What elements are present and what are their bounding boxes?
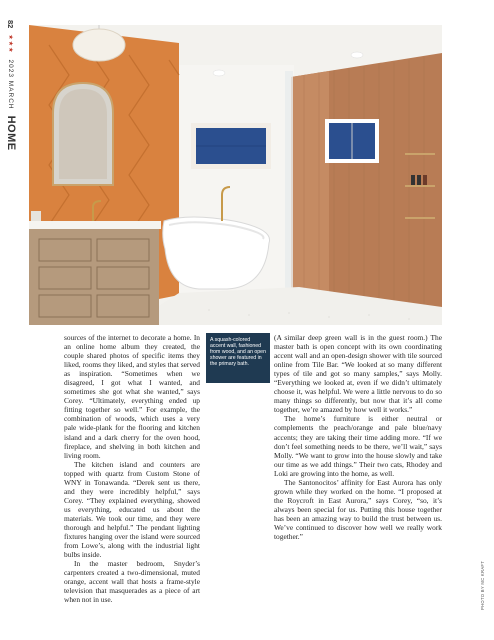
stars-ornament: ★★★ bbox=[7, 34, 14, 54]
article-paragraph: The Santonocitos’ affinity for East Aurora has only grown while they worked on the home. “I proposed at the Roycroft in East Aurora,” says Corey, “so, it’s always been special for us. Putting this house together has been an amazing way to build the trust between us. We’ve continued to discover how well we really work together.” bbox=[274, 477, 442, 542]
issue-date: 2023 MARCH bbox=[7, 59, 15, 110]
photo-credit bbox=[480, 530, 488, 610]
article-paragraph: In the master bedroom, Snyder’s carpenters created a two-dimensional, muted orange, accent wall that hosts a frame-style television that masquerades as a piece of art when not in use. bbox=[64, 559, 200, 605]
article-paragraph: The kitchen island and counters are topped with quartz from Custom Stone of WNY in Tonawanda. “Derek sent us there, and they were incredibly helpful,” says Corey. “They explained everything, showed us everything, educated us about the materials. We took our time, and they were thorough and helpful.” The pendant lighting fixtures hanging over the island were sourced from Lowe’s, along with the industrial light bulbs inside. bbox=[64, 459, 200, 560]
running-header bbox=[3, 20, 19, 170]
article-column-left bbox=[64, 333, 200, 604]
article-paragraph: The home’s furniture is either neutral or complements the peach/orange and pale blue/navy accents; they are taking their time adding more. “If we don’t feel something needs to be there, we’ll wait,” says Molly. “We want to grow into the house slowly and take our time as we add things.” Their two cats, Rhodey and Loki are growing into the home, as well. bbox=[274, 414, 442, 478]
photo-credit-text: PHOTO BY MC KRAFT bbox=[480, 560, 485, 610]
page-number: 82 bbox=[6, 20, 16, 29]
article-paragraph: sources of the internet to decorate a home. In an online home album they created, the couple shared photos of specific items they liked, rooms they liked, and styles that served as inspiration. “Sometimes when we disagreed, I got what I wanted, and sometimes she got what she wanted,” says Corey. “Ultimately, everything ended up fitting together so well.” For example, the combination of woods, which uses a very pale wide-plank for the flooring and kitchen island and a dark cherry for the oven hood, fireplace, and shelving in both kitchen and living room. bbox=[64, 333, 200, 460]
photo-caption: A squash-colored accent wall, fashioned from wood, and an open shower are featured in the primary bath. bbox=[206, 333, 270, 383]
article-paragraph: (A similar deep green wall is in the guest room.) The master bath is open concept with its own coordinating accent wall and an open-design shower with tile sourced online from Tile Bar. “We looked at so many different types of tile and got so many samples,” says Molly. “Everything we looked at, even if we didn’t ultimately choose it, was helpful. We were a little nervous to do so many things so differently, but now that it’s all come together, we’re amazed by how well it works.” bbox=[274, 333, 442, 415]
magazine-brand: HOME bbox=[5, 115, 17, 151]
article-column-right bbox=[274, 333, 442, 541]
bathroom-photo bbox=[29, 25, 442, 325]
